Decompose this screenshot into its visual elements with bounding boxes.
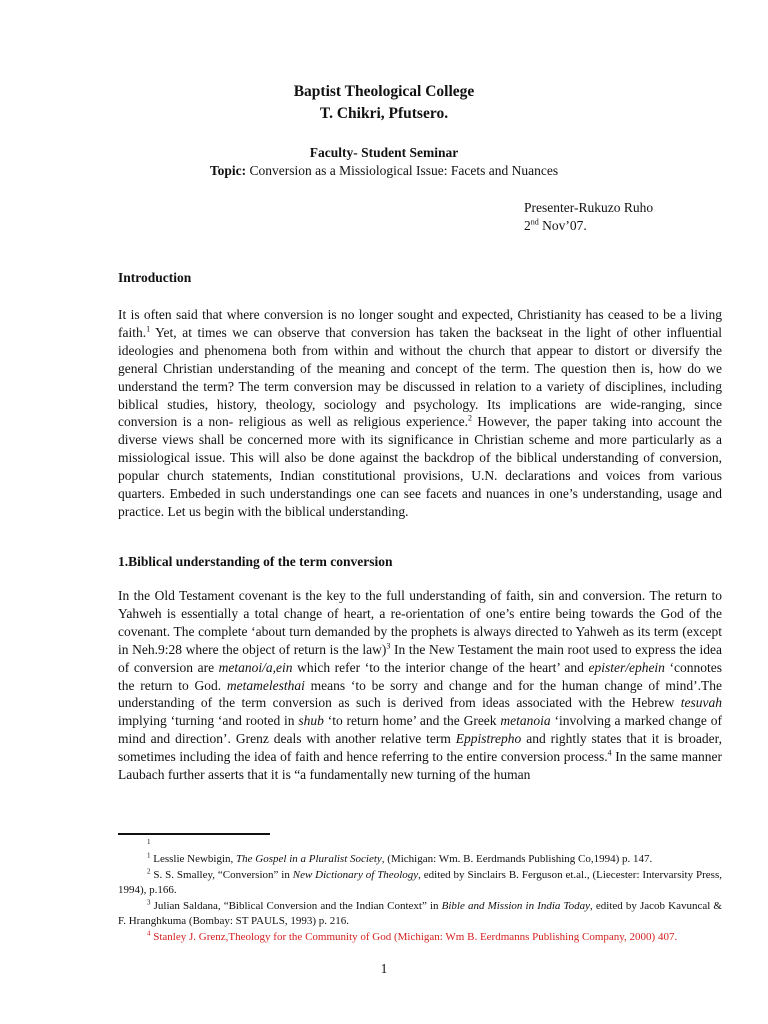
footnote-ref-3[interactable]: 3 xyxy=(386,641,391,651)
s1-text-9: and rightly states that it is broader, sometimes including the idea of faith and hence referring to the entire conversion process. xyxy=(118,731,722,765)
footnote-3-book-title: Bible and Mission in India Today xyxy=(441,899,591,912)
footnote-2-number: 2 xyxy=(147,866,151,875)
intro-text-3: However, the paper taking into account the diverse views shall be concerned more with its significance in Christian scheme and more particularly as a missiological issue. This will also be done against the backdrop of the biblical understanding of conversion, popular church statements, Indian constitutional provisions, U.N. declarations and voices from various quarters. Embeded in such understandings one can see facets and nuances in one’s understanding, usage and practice. Let us begin with the biblical understanding. xyxy=(118,414,723,519)
intro-text-2: Yet, at times we can observe that conversion has taken the backseat in the light of other influential ideologies and phenomena both from within and without the church that appear to distort or diversify the general Christian understanding of the meaning and concept of the term. The question then is, how do we understand the term? The term conversion may be discussed in relation to a variety of disciplines, including biblical studies, history, theology, sociology and psychology. Its implications are wide-ranging, since conversion is a non- religious as well as religious experience. xyxy=(118,324,722,430)
footnote-3-number: 3 xyxy=(147,898,151,907)
intro-text-1: It is often said that where conversion is no longer sought and expected, Christianity has ceased to be a living faith. xyxy=(118,307,722,340)
footnote-1-number: 1 xyxy=(147,851,151,860)
footnote-ref-2[interactable]: 2 xyxy=(467,413,472,423)
footnotes xyxy=(118,852,722,946)
footnote-separator xyxy=(118,833,270,835)
presentation-date xyxy=(524,217,653,235)
term-shub: shub xyxy=(298,713,324,729)
footnote-1-text-b: , (Michigan: Wm. B. Eerdmands Publishing Co,1994) p. 147. xyxy=(381,853,653,865)
footnote-2 xyxy=(118,868,722,899)
footnote-1-text-a: Lesslie Newbigin, xyxy=(150,853,237,865)
section1-paragraph xyxy=(118,587,722,784)
term-metanoia: metanoia xyxy=(500,713,551,729)
term-eppistrepho: Eppistrepho xyxy=(455,731,522,747)
term-tesuvah: tesuvah xyxy=(680,695,722,711)
footnote-1-book-title: The Gospel in a Pluralist Society xyxy=(236,853,382,865)
s1-text-4: ‘connotes the return to God. xyxy=(118,659,722,693)
footnote-marker: 1 xyxy=(147,838,151,846)
footnote-4-number: 4 xyxy=(147,929,151,938)
footnote-4-text: Stanley J. Grenz,Theology for the Community of God (Michigan: Wm B. Eerdmanns Publishing Company, 2000) 407. xyxy=(150,930,678,943)
term-metamelesthai: metamelesthai xyxy=(226,677,305,693)
s1-text-2: In the New Testament the main root used to express the idea of conversion are xyxy=(118,641,722,675)
page-number: 1 xyxy=(380,961,388,976)
s1-text-7: ‘to return home’ and the Greek xyxy=(323,713,501,729)
topic-label: Topic: xyxy=(209,163,247,178)
s1-text-5: means ‘to be sorry and change and for the human change of mind’.The understanding of the term conversion as such is derived from ideas associated with the Hebrew xyxy=(118,677,722,711)
date-day: 2 xyxy=(524,218,531,233)
introduction-paragraph xyxy=(118,306,722,521)
introduction-heading: Introduction xyxy=(118,270,192,285)
footnote-ref-1[interactable]: 1 xyxy=(146,324,151,334)
footnote-ref-4[interactable]: 4 xyxy=(607,748,612,758)
s1-text-8: ‘involving a marked change of mind and direction’. Grenz deals with another relative term xyxy=(118,713,722,747)
section1-heading: 1.Biblical understanding of the term conversion xyxy=(118,554,393,569)
footnote-3-text-a: Julian Saldana, “Biblical Conversion and the Indian Context” in xyxy=(150,899,442,912)
date-rest: Nov’07. xyxy=(538,218,587,233)
footnote-3 xyxy=(118,899,722,930)
footnote-2-book-title: New Dictionary of Theology xyxy=(292,868,419,881)
footnote-2-text-b: , edited by Sinclairs B. Ferguson et.al., (Liecester: Intervarsity Press, 1994), p.166. xyxy=(118,868,722,897)
s1-text-6: implying ‘turning ‘and rooted in xyxy=(118,713,299,729)
footnote-3-text-b: , edited by Jacob Kavuncal & F. Hranghkuma (Bombay: ST PAULS, 1993) p. 216. xyxy=(118,899,722,928)
seminar-title: Faculty- Student Seminar xyxy=(309,145,459,160)
s1-text-1: In the Old Testament covenant is the key to the full understanding of faith, sin and conversion. The return to Yahweh is essentially a total change of heart, a re-orientation of one’s entire being towards the God of the covenant. The complete ‘about turn demanded by the prophets is always directed to Yahweh as its term (except in Neh.9:28 where the object of return is the law) xyxy=(118,588,722,657)
topic-text: Conversion as a Missiological Issue: Facets and Nuances xyxy=(246,163,559,178)
term-epister-ephein: epister/ephein xyxy=(588,659,665,675)
s1-text-3: which refer ‘to the interior change of the heart’ and xyxy=(292,659,589,675)
term-metanoia-ein: metanoi/a,ein xyxy=(218,659,293,675)
footnote-1 xyxy=(118,852,722,868)
college-title: Baptist Theological College xyxy=(293,83,475,100)
college-location: T. Chikri, Pfutsero. xyxy=(319,105,449,122)
footnote-4 xyxy=(118,930,722,946)
footnote-2-text-a: S. S. Smalley, “Conversion” in xyxy=(150,868,293,881)
presenter-name: Presenter-Rukuzo Ruho xyxy=(524,200,654,215)
presenter-block xyxy=(524,199,653,235)
date-suffix: nd xyxy=(530,217,539,227)
s1-text-10: In the same manner Laubach further asserts that it is “a fundamentally new turning of the human xyxy=(118,749,722,783)
topic-line xyxy=(0,163,768,179)
